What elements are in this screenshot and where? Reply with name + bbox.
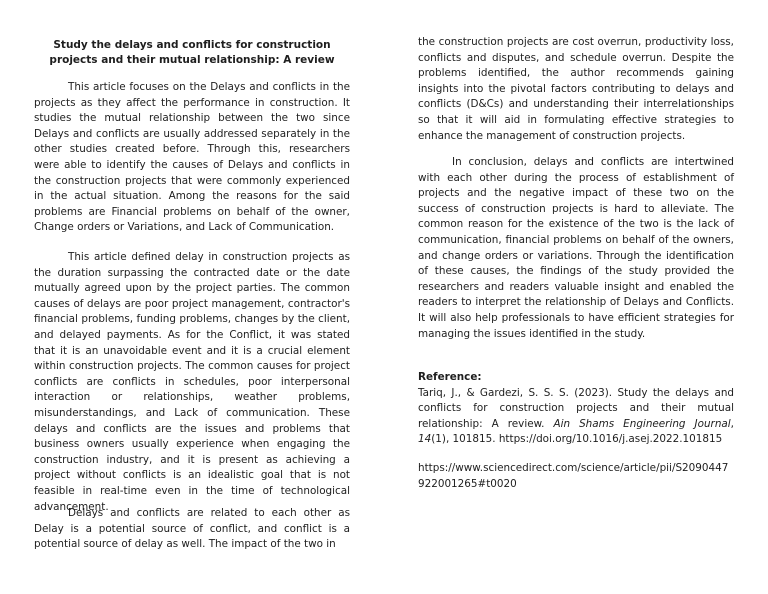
article-title: Study the delays and conflicts for construction projects and their mutual relationship: A review (49, 39, 335, 66)
citation-comma: , (730, 417, 734, 430)
citation-authors-title: Tariq, J., & Gardezi, S. S. S. (2023). Study the delays and conflicts for construction projects and their mutual relationship: A review. (418, 386, 734, 430)
citation-pages-doi: (1), 101815. https://doi.org/10.1016/j.asej.2022.101815 (431, 433, 723, 446)
paragraph-intro: This article focuses on the Delays and conflicts in the projects as they affect the performance in construction. It studies the mutual relationship between the two since Delays and conflicts are usually addressed separately in the other studies created before. Through this, researchers were able to identify the causes of Delays and conflicts in the construction projects that were commonly experienced in the actual situation. Among the reasons for the said problems are Financial problems on behalf of the owner, Change orders or Variations, and Lack of Communication. (34, 81, 350, 234)
source-url[interactable] (418, 461, 734, 492)
paragraph-definitions: This article defined delay in construction projects as the duration surpassing the contracted date or the date mutually agreed upon by the project parties. The common causes of delays are poor project management, contractor's financial problems, funding problems, changes by the client, and delayed payments. As for the Conflict, it was stated that it is an unavoidable event and it is a crucial element within construction projects. The common causes for project conflicts are conflicts in schedules, poor interpersonal interaction or relationships, weather problems, misunderstandings, and Lack of communication. These delays and conflicts are the issues and problems that business owners usually experience when engaging the construction industry, and it is present as achieving a project without conflicts is an idealistic goal that is not feasible in real-time even in the time of technological advancement. (34, 251, 350, 513)
reference-citation (418, 386, 734, 448)
paragraph-impact: the construction projects are cost overrun, productivity loss, conflicts and disputes, and schedule overrun. Despite the problems identified, the author recommends gaining insights into the pivotal factors contributing to delays and conflicts (D&Cs) and understanding their interrelationships so that it will aid in formulating effective strategies to enhance the management of construction projects. (418, 36, 734, 142)
url-line-1[interactable]: https://www.sciencedirect.com/science/article/pii/S2090447 (418, 462, 729, 474)
url-line-2[interactable]: 922001265#t0020 (418, 477, 517, 490)
citation-volume: 14 (418, 433, 432, 446)
citation-journal: Ain Shams Engineering Journal (553, 417, 731, 430)
reference-heading: Reference: (418, 371, 482, 383)
paragraph-conclusion: In conclusion, delays and conflicts are intertwined with each other during the process of establishment of projects and the negative impact of these two on the success of construction projects is hard to alleviate. The common reason for the existence of the two is the lack of communication, financial problems on behalf of the owners, and change orders or variations. Through the identification of these causes, the findings of the study provided the researchers and readers valuable insight and enabled the readers to interpret the relationship of Delays and Conflicts. It will also help professionals to have efficient strategies for managing the issues identified in the study. (418, 156, 734, 340)
paragraph-relationship: Delays and conflicts are related to each other as Delay is a potential source of conflict, and conflict is a potential source of delay as well. The impact of the two in (34, 507, 350, 551)
